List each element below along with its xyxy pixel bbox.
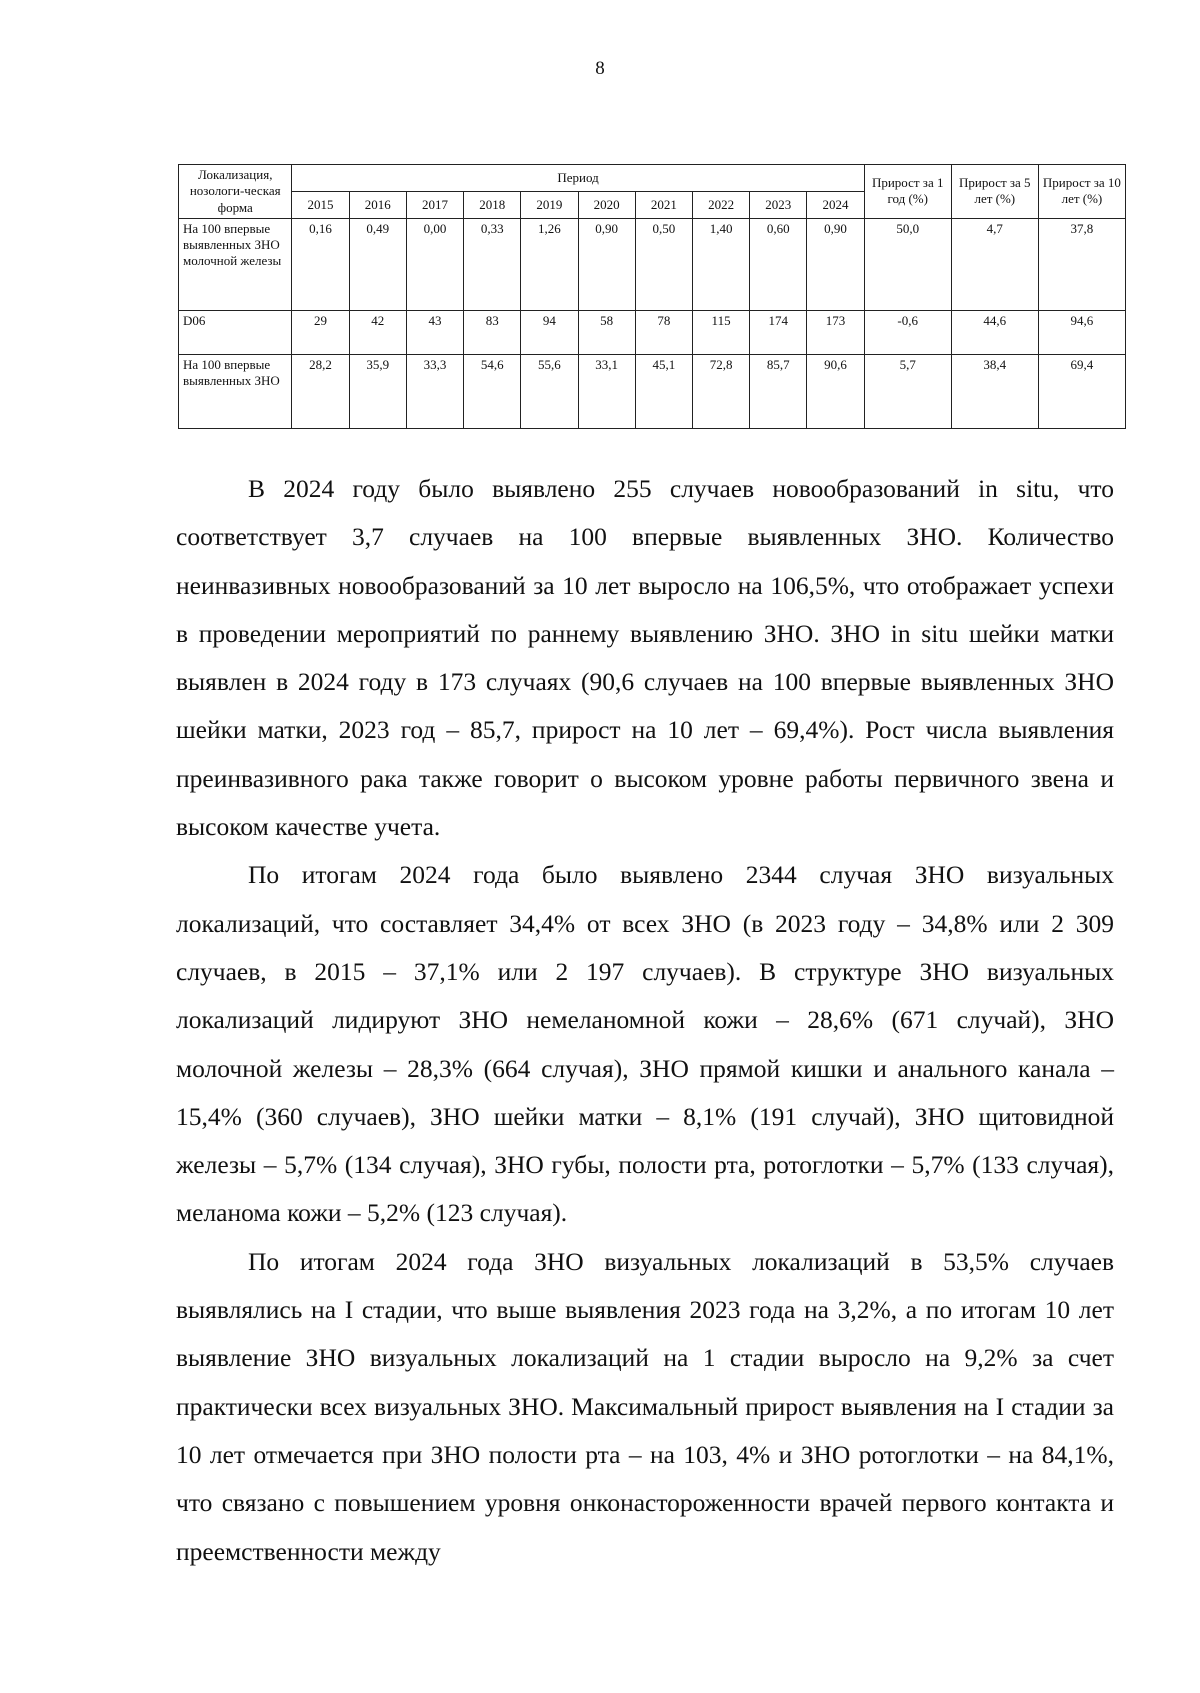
table-cell: 1,40 (692, 218, 749, 310)
gain-cell: -0,6 (864, 310, 951, 354)
table-cell: 58 (578, 310, 635, 354)
table-row (179, 218, 1126, 310)
body-text (176, 465, 1114, 1576)
year-header: 2024 (807, 191, 864, 218)
year-header: 2021 (635, 191, 692, 218)
table-cell: 29 (292, 310, 349, 354)
table-cell: 90,6 (807, 354, 864, 428)
table-cell: 35,9 (349, 354, 406, 428)
paragraph: По итогам 2024 года было выявлено 2344 случая ЗНО визуальных локализаций, что составляет 34,4% от всех ЗНО (в 2023 году – 34,8% или 2 309 случаев, в 2015 – 37,1% или 2 197 случаев). В структуре ЗНО визуальных локализаций лидируют ЗНО немеланомной кожи – 28,6% (671 случай), ЗНО молочной железы – 28,3% (664 случая), ЗНО прямой кишки и анального канала – 15,4% (360 случаев), ЗНО шейки матки – 8,1% (191 случай), ЗНО щитовидной железы – 5,7% (134 случая), ЗНО губы, полости рта, ротоглотки – 5,7% (133 случая), меланома кожи – 5,2% (123 случая). (176, 860, 1114, 1228)
table-cell: 83 (464, 310, 521, 354)
page-number: 8 (595, 58, 605, 79)
table-cell: 173 (807, 310, 864, 354)
paragraph: По итогам 2024 года ЗНО визуальных локализаций в 53,5% случаев выявлялись на I стадии, что выше выявления 2023 года на 3,2%, а по итогам 10 лет выявление ЗНО визуальных локализаций на 1 стадии выросло на 9,2% за счет практически всех визуальных ЗНО. Максимальный прирост выявления на I стадии за 10 лет отмечается при ЗНО полости рта – на 103, 4% и ЗНО ротоглотки – на 84,1%, что связано с повышением уровня онконастороженности врачей первого контакта и преемственности между (176, 1246, 1114, 1566)
gain-cell: 4,7 (951, 218, 1038, 310)
gain-cell: 94,6 (1038, 310, 1125, 354)
year-header: 2018 (464, 191, 521, 218)
year-header: 2020 (578, 191, 635, 218)
row-label: D06 (179, 310, 292, 354)
table-cell: 115 (692, 310, 749, 354)
gain-10y-header: Прирост за 10 лет (%) (1038, 165, 1125, 219)
table-cell: 28,2 (292, 354, 349, 428)
table-cell: 0,60 (750, 218, 807, 310)
table-cell: 94 (521, 310, 578, 354)
table-header-row (179, 165, 1126, 192)
table-cell: 0,33 (464, 218, 521, 310)
table-cell: 55,6 (521, 354, 578, 428)
table-cell: 0,90 (578, 218, 635, 310)
gain-cell: 5,7 (864, 354, 951, 428)
year-header: 2022 (692, 191, 749, 218)
year-header: 2023 (750, 191, 807, 218)
gain-1y-header: Прирост за 1 год (%) (864, 165, 951, 219)
paragraph: В 2024 году было выявлено 255 случаев новообразований in situ, что соответствует 3,7 случаев на 100 впервые выявленных ЗНО. Количество неинвазивных новообразований за 10 лет выросло на 106,5%, что отображает успехи в проведении мероприятий по раннему выявлению ЗНО. ЗНО in situ шейки матки выявлен в 2024 году в 173 случаях (90,6 случаев на 100 впервые выявленных ЗНО шейки матки, 2023 год – 85,7, прирост на 10 лет – 69,4%). Рост числа выявления преинвазивного рака также говорит о высоком уровне работы первичного звена и высоком качестве учета. (176, 474, 1114, 842)
table-cell: 45,1 (635, 354, 692, 428)
gain-cell: 69,4 (1038, 354, 1125, 428)
table-cell: 0,16 (292, 218, 349, 310)
table-cell: 43 (406, 310, 463, 354)
label-header: Локализация, нозологи-ческая форма (179, 165, 292, 219)
table-cell: 0,00 (406, 218, 463, 310)
period-header: Период (292, 165, 864, 192)
row-label: На 100 впервые выявленных ЗНО (179, 354, 292, 428)
year-header: 2019 (521, 191, 578, 218)
table-cell: 42 (349, 310, 406, 354)
year-header: 2016 (349, 191, 406, 218)
table-cell: 54,6 (464, 354, 521, 428)
table-row (179, 354, 1126, 428)
gain-cell: 44,6 (951, 310, 1038, 354)
year-header: 2017 (406, 191, 463, 218)
statistics-table (178, 164, 1126, 429)
table-cell: 85,7 (750, 354, 807, 428)
gain-cell: 50,0 (864, 218, 951, 310)
table-cell: 78 (635, 310, 692, 354)
table-cell: 174 (750, 310, 807, 354)
table-cell: 1,26 (521, 218, 578, 310)
table-cell: 33,1 (578, 354, 635, 428)
table-cell: 33,3 (406, 354, 463, 428)
table-row (179, 310, 1126, 354)
table-cell: 0,90 (807, 218, 864, 310)
row-label: На 100 впервые выявленных ЗНО молочной железы (179, 218, 292, 310)
gain-cell: 38,4 (951, 354, 1038, 428)
year-header: 2015 (292, 191, 349, 218)
table-cell: 0,50 (635, 218, 692, 310)
table-cell: 0,49 (349, 218, 406, 310)
gain-5y-header: Прирост за 5 лет (%) (951, 165, 1038, 219)
table-cell: 72,8 (692, 354, 749, 428)
gain-cell: 37,8 (1038, 218, 1125, 310)
